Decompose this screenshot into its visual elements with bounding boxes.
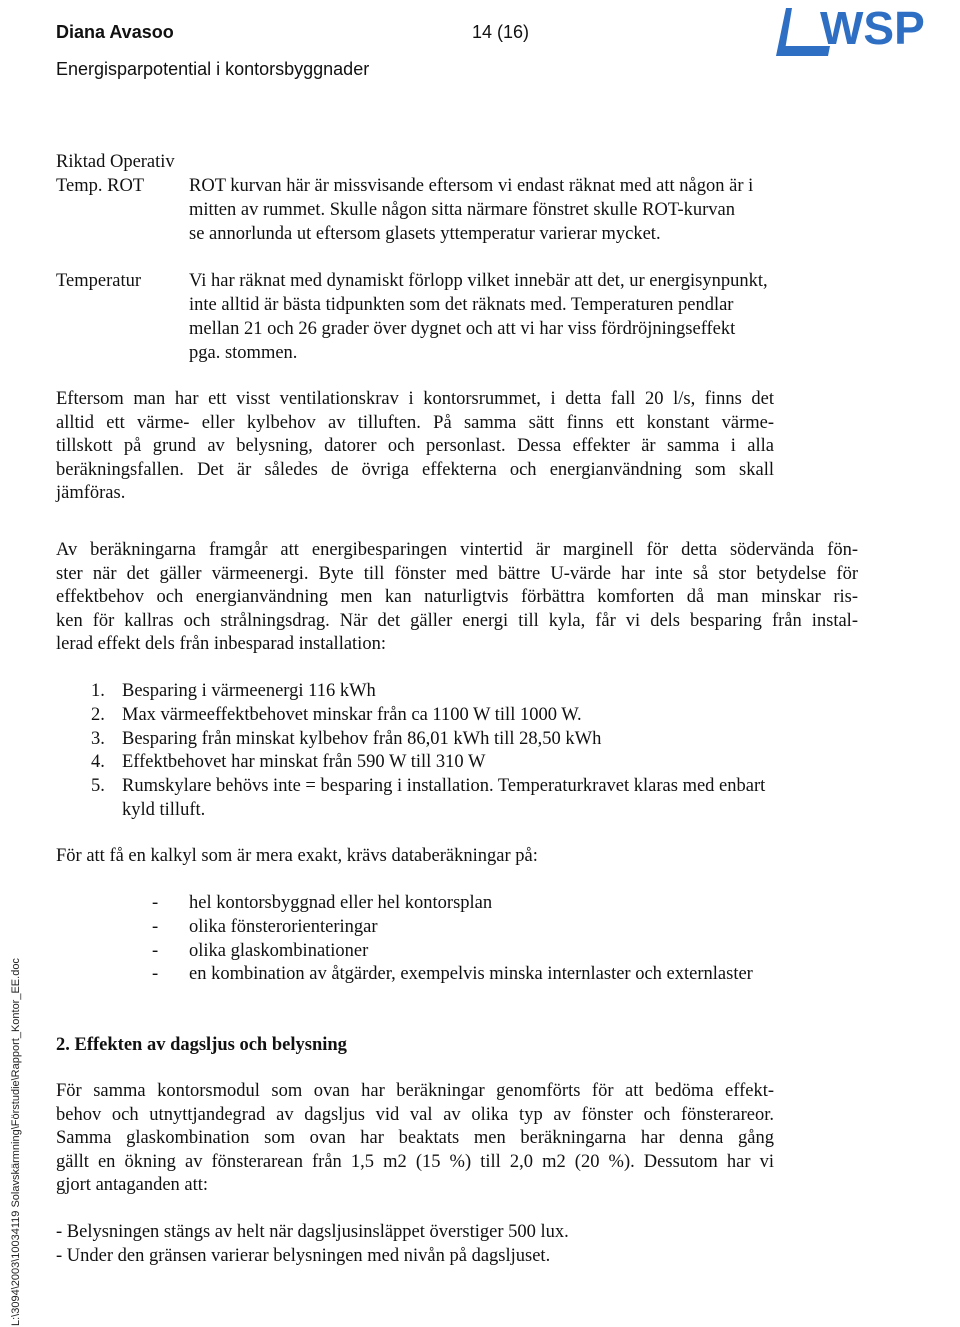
paragraph-line: Av beräkningarna framgår att energibesparingen vintertid är marginell för detta södervända fön- bbox=[56, 540, 858, 560]
author-name: Diana Avasoo bbox=[56, 22, 174, 42]
paragraph-line: behov och utnyttjandegrad av dagsljus vid val av olika typ av fönster och fönsterareor. bbox=[56, 1104, 774, 1125]
dash-marker: - bbox=[152, 893, 159, 913]
list-number: 3. bbox=[91, 729, 105, 749]
paragraph-line: alltid ett värme- eller kylbehov av tilluften. På samma sätt finns ett konstant värme- bbox=[56, 412, 774, 433]
dash-marker: - bbox=[152, 941, 159, 961]
paragraph-daylight bbox=[56, 1080, 774, 1198]
definition-text-line: mitten av rummet. Skulle någon sitta närmare fönstret skulle ROT-kurvan bbox=[189, 200, 735, 220]
definition-label-rot: Temp. ROT bbox=[56, 176, 145, 196]
list-text: Effektbehovet har minskat från 590 W till 310 W bbox=[122, 752, 486, 772]
page-number: 14 (16) bbox=[472, 22, 530, 42]
dash-list-text: en kombination av åtgärder, exempelvis minska internlaster och externlaster bbox=[189, 964, 753, 984]
definition-text-line: inte alltid är bästa tidpunkten som det räknats med. Temperaturen pendlar bbox=[189, 295, 734, 315]
list-number: 2. bbox=[91, 705, 105, 725]
definition-text-line: pga. stommen. bbox=[189, 343, 298, 363]
paragraph-calculations bbox=[56, 539, 858, 657]
dash-list-text: olika fönsterorienteringar bbox=[189, 917, 378, 937]
logo-text: WSP bbox=[820, 2, 925, 54]
dash-list-text: hel kontorsbyggnad eller hel kontorsplan bbox=[189, 893, 493, 913]
paragraph-line: gällt en ökning av fönsterarean från 1,5 m2 (15 %) till 2,0 m2 (20 %). Dessutom har vi bbox=[56, 1151, 774, 1172]
section-heading: 2. Effekten av dagsljus och belysning bbox=[56, 1035, 347, 1055]
list-number: 4. bbox=[91, 752, 105, 772]
definition-text-line: mellan 21 och 26 grader över dygnet och att vi har viss fördröjningseffekt bbox=[189, 319, 736, 339]
definition-text-line: se annorlunda ut eftersom glasets yttemperatur varierar mycket. bbox=[189, 224, 661, 244]
paragraph-line: För samma kontorsmodul som ovan har beräkningar genomförts för att bedöma effekt- bbox=[56, 1081, 774, 1101]
paragraph-line: jämföras. bbox=[56, 483, 126, 503]
list-number: 1. bbox=[91, 681, 105, 701]
dash-marker: - bbox=[152, 964, 159, 984]
assumption-item: - Under den gränsen varierar belysningen med nivån på dagsljuset. bbox=[56, 1246, 551, 1266]
list-text: Max värmeeffektbehovet minskar från ca 1100 W till 1000 W. bbox=[122, 705, 582, 725]
list-text: kyld tilluft. bbox=[122, 800, 206, 820]
paragraph-line: ster när det gäller värmeenergi. Byte till fönster med bättre U-värde har inte så stor betydelse för bbox=[56, 563, 858, 584]
file-path-footer: L:\3094\2003\10034119 Solavskärmning\Förstudie\Rapport_Kontor_EE.doc bbox=[10, 958, 22, 1326]
definition-text-line: ROT kurvan här är missvisande eftersom vi endast räknat med att någon är i bbox=[189, 176, 754, 196]
paragraph-line: Samma glaskombination som ovan har beaktats men beräkningarna har denna gång bbox=[56, 1128, 774, 1148]
paragraph-requirements: För att få en kalkyl som är mera exakt, krävs databeräkningar på: bbox=[56, 846, 538, 866]
list-text: Besparing i värmeenergi 116 kWh bbox=[122, 681, 376, 701]
list-text: Rumskylare behövs inte = besparing i installation. Temperaturkravet klaras med enbart bbox=[122, 776, 766, 796]
list-text: Besparing från minskat kylbehov från 86,01 kWh till 28,50 kWh bbox=[122, 729, 602, 749]
paragraph-line: ken för kallras och strålningsdrag. När det gäller energi till kyla, får vi dels besparing från instal- bbox=[56, 610, 858, 631]
paragraph-line: Eftersom man har ett visst ventilationskrav i kontorsrummet, i detta fall 20 l/s, finns det bbox=[56, 389, 774, 409]
definition-text-line: Vi har räknat med dynamiskt förlopp vilket innebär att det, ur energisynpunkt, bbox=[189, 271, 768, 291]
list-number: 5. bbox=[91, 776, 105, 796]
paragraph-line: lerad effekt dels från inbesparad installation: bbox=[56, 634, 386, 654]
definition-intro-label: Riktad Operativ bbox=[56, 152, 175, 172]
paragraph-line: gjort antaganden att: bbox=[56, 1175, 209, 1195]
assumption-item: - Belysningen stängs av helt när dagsljusinsläppet överstiger 500 lux. bbox=[56, 1222, 569, 1242]
definition-label-temperatur: Temperatur bbox=[56, 271, 141, 291]
document-title: Energisparpotential i kontorsbyggnader bbox=[56, 59, 370, 79]
dash-marker: - bbox=[152, 917, 159, 937]
paragraph-ventilation bbox=[56, 388, 774, 506]
paragraph-line: tillskott på grund av belysning, datorer och personlast. Dessa effekter är samma i alla bbox=[56, 436, 774, 456]
paragraph-line: effektbehov och energianvändning men kan naturligtvis förbättra komforten då man minskar ris- bbox=[56, 587, 858, 607]
wsp-logo bbox=[772, 0, 960, 60]
paragraph-line: beräkningsfallen. Det är således de övriga effekterna och energianvändning som skall bbox=[56, 459, 774, 480]
dash-list-text: olika glaskombinationer bbox=[189, 941, 369, 961]
